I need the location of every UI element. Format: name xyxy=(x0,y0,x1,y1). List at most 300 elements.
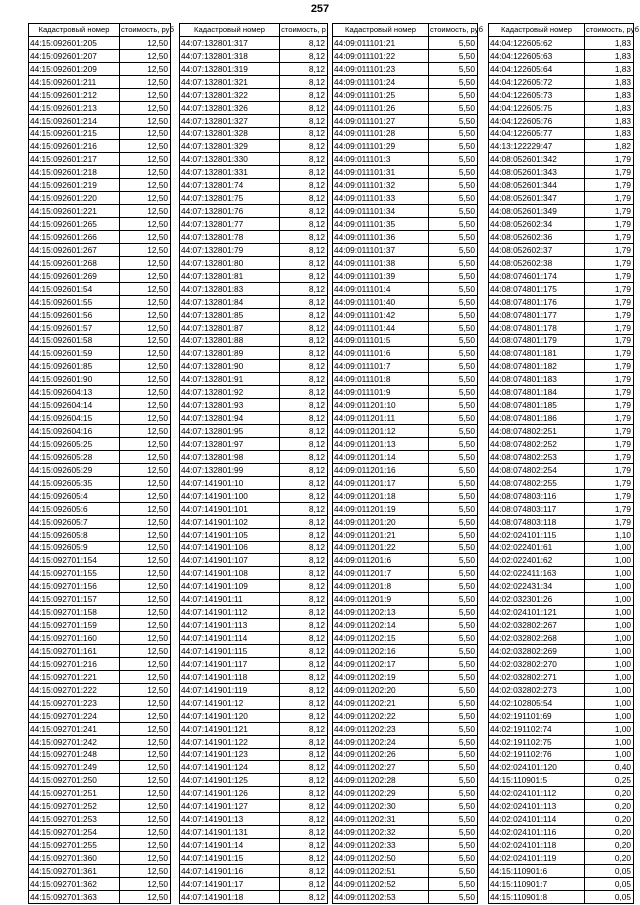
table-row xyxy=(29,373,171,386)
cadastral-number-cell: 44:09:011202:50 xyxy=(333,852,429,865)
cost-cell: 0,20 xyxy=(585,839,634,852)
table-row xyxy=(29,619,171,632)
cost-cell: 8,12 xyxy=(280,632,328,645)
cost-cell: 12,50 xyxy=(120,127,171,140)
table-row xyxy=(489,218,634,231)
cost-cell: 12,50 xyxy=(120,373,171,386)
cadastral-number-cell: 44:07:132801:99 xyxy=(180,463,280,476)
cadastral-number-cell: 44:08:074801:179 xyxy=(489,334,585,347)
table-row xyxy=(333,683,478,696)
cost-cell: 0,20 xyxy=(585,852,634,865)
cost-cell: 12,50 xyxy=(120,813,171,826)
cadastral-number-cell: 44:15:092605:7 xyxy=(29,515,120,528)
header-cadastral-number: Кадастровый номер xyxy=(489,24,585,37)
cost-cell: 8,12 xyxy=(280,463,328,476)
table-row xyxy=(29,864,171,877)
cadastral-number-cell: 44:15:092605:25 xyxy=(29,438,120,451)
cadastral-number-cell: 44:09:011201:22 xyxy=(333,541,429,554)
table-row xyxy=(489,36,634,49)
cost-cell: 1,79 xyxy=(585,295,634,308)
cadastral-number-cell: 44:07:141901:108 xyxy=(180,567,280,580)
cost-cell: 8,12 xyxy=(280,218,328,231)
table-row xyxy=(333,256,478,269)
table-row xyxy=(180,127,328,140)
cadastral-number-cell: 44:09:011101:7 xyxy=(333,360,429,373)
cost-cell: 12,50 xyxy=(120,49,171,62)
cost-cell: 12,50 xyxy=(120,670,171,683)
cadastral-number-cell: 44:09:011201:12 xyxy=(333,425,429,438)
table-row xyxy=(180,218,328,231)
cadastral-number-cell: 44:08:074801:175 xyxy=(489,282,585,295)
cost-cell: 5,50 xyxy=(429,438,478,451)
cadastral-number-cell: 44:07:141901:15 xyxy=(180,852,280,865)
cadastral-number-cell: 44:15:092601:59 xyxy=(29,347,120,360)
cadastral-number-cell: 44:07:141901:10 xyxy=(180,476,280,489)
cadastral-number-cell: 44:02:022401:61 xyxy=(489,541,585,554)
cadastral-number-cell: 44:15:092601:211 xyxy=(29,75,120,88)
cadastral-number-cell: 44:07:132801:83 xyxy=(180,282,280,295)
cadastral-number-cell: 44:07:132801:77 xyxy=(180,218,280,231)
cadastral-number-cell: 44:07:132801:98 xyxy=(180,450,280,463)
table-row xyxy=(333,877,478,890)
cadastral-number-cell: 44:07:132801:326 xyxy=(180,101,280,114)
table-row xyxy=(180,243,328,256)
table-row xyxy=(180,645,328,658)
cost-cell: 5,50 xyxy=(429,864,478,877)
table-row xyxy=(489,528,634,541)
table-row xyxy=(489,425,634,438)
table-row xyxy=(29,334,171,347)
table-row xyxy=(333,774,478,787)
table-row xyxy=(29,49,171,62)
table-row xyxy=(29,554,171,567)
cost-cell: 5,50 xyxy=(429,308,478,321)
cost-cell: 5,50 xyxy=(429,412,478,425)
cadastral-number-cell: 44:07:141901:11 xyxy=(180,593,280,606)
table-row xyxy=(29,425,171,438)
table-row xyxy=(180,722,328,735)
table-row xyxy=(180,852,328,865)
table-row xyxy=(180,347,328,360)
cost-cell: 8,12 xyxy=(280,36,328,49)
cost-cell: 1,00 xyxy=(585,606,634,619)
cost-cell: 8,12 xyxy=(280,748,328,761)
cadastral-number-cell: 44:09:011101:35 xyxy=(333,218,429,231)
cadastral-number-cell: 44:02:022431:34 xyxy=(489,580,585,593)
cost-cell: 12,50 xyxy=(120,593,171,606)
cost-cell: 5,50 xyxy=(429,877,478,890)
cadastral-number-cell: 44:02:024101:114 xyxy=(489,813,585,826)
table-row xyxy=(180,179,328,192)
cost-cell: 12,50 xyxy=(120,528,171,541)
cost-cell: 1,79 xyxy=(585,166,634,179)
cadastral-number-cell: 44:08:074801:184 xyxy=(489,386,585,399)
table-row xyxy=(180,36,328,49)
cost-cell: 12,50 xyxy=(120,218,171,231)
cost-cell: 5,50 xyxy=(429,683,478,696)
cost-cell: 12,50 xyxy=(120,282,171,295)
cost-cell: 8,12 xyxy=(280,399,328,412)
table-row xyxy=(29,62,171,75)
cadastral-number-cell: 44:15:092601:54 xyxy=(29,282,120,295)
cadastral-number-cell: 44:15:092601:265 xyxy=(29,218,120,231)
cadastral-number-cell: 44:15:092701:248 xyxy=(29,748,120,761)
table-row xyxy=(333,515,478,528)
table-row xyxy=(333,890,478,903)
cadastral-number-cell: 44:09:011202:15 xyxy=(333,632,429,645)
table-row xyxy=(333,502,478,515)
table-row xyxy=(180,489,328,502)
cadastral-number-cell: 44:08:052601:347 xyxy=(489,192,585,205)
cost-cell: 8,12 xyxy=(280,864,328,877)
cost-cell: 8,12 xyxy=(280,515,328,528)
table-row xyxy=(333,88,478,101)
cadastral-number-cell: 44:02:191101:69 xyxy=(489,709,585,722)
cadastral-number-cell: 44:09:011101:39 xyxy=(333,269,429,282)
cost-cell: 1,00 xyxy=(585,657,634,670)
cadastral-number-cell: 44:08:074801:177 xyxy=(489,308,585,321)
cost-cell: 5,50 xyxy=(429,528,478,541)
cost-cell: 1,79 xyxy=(585,179,634,192)
cost-cell: 12,50 xyxy=(120,489,171,502)
cadastral-number-cell: 44:09:011101:24 xyxy=(333,75,429,88)
table-row xyxy=(333,800,478,813)
cost-cell: 12,50 xyxy=(120,761,171,774)
cadastral-number-cell: 44:15:092601:267 xyxy=(29,243,120,256)
table-row xyxy=(180,593,328,606)
cadastral-number-cell: 44:07:141901:113 xyxy=(180,619,280,632)
cost-cell: 12,50 xyxy=(120,580,171,593)
cadastral-number-cell: 44:07:141901:105 xyxy=(180,528,280,541)
cadastral-number-cell: 44:07:132801:97 xyxy=(180,438,280,451)
table-row xyxy=(180,231,328,244)
table-row xyxy=(29,735,171,748)
cadastral-number-cell: 44:15:092605:35 xyxy=(29,476,120,489)
cadastral-number-cell: 44:04:122605:72 xyxy=(489,75,585,88)
cadastral-number-cell: 44:04:122605:62 xyxy=(489,36,585,49)
cost-cell: 12,50 xyxy=(120,606,171,619)
cost-cell: 8,12 xyxy=(280,813,328,826)
cost-cell: 8,12 xyxy=(280,502,328,515)
table-row xyxy=(29,347,171,360)
cost-cell: 5,50 xyxy=(429,645,478,658)
cost-cell: 0,20 xyxy=(585,826,634,839)
cadastral-number-cell: 44:02:032802:268 xyxy=(489,632,585,645)
cadastral-number-cell: 44:09:011202:26 xyxy=(333,748,429,761)
cadastral-number-cell: 44:08:074802:253 xyxy=(489,450,585,463)
cadastral-number-cell: 44:09:011201:9 xyxy=(333,593,429,606)
table-row xyxy=(489,101,634,114)
table-row xyxy=(180,373,328,386)
cost-cell: 8,12 xyxy=(280,787,328,800)
cadastral-number-cell: 44:08:074601:174 xyxy=(489,269,585,282)
cadastral-number-cell: 44:09:011201:6 xyxy=(333,554,429,567)
cost-cell: 8,12 xyxy=(280,412,328,425)
cost-cell: 5,50 xyxy=(429,36,478,49)
table-row xyxy=(29,696,171,709)
cadastral-number-cell: 44:07:141901:100 xyxy=(180,489,280,502)
cost-cell: 5,50 xyxy=(429,735,478,748)
cadastral-number-cell: 44:15:092601:85 xyxy=(29,360,120,373)
cost-cell: 8,12 xyxy=(280,308,328,321)
cost-cell: 5,50 xyxy=(429,748,478,761)
table-row xyxy=(29,231,171,244)
table-row xyxy=(489,606,634,619)
cadastral-number-cell: 44:09:011101:3 xyxy=(333,153,429,166)
cost-cell: 1,79 xyxy=(585,334,634,347)
table-row xyxy=(333,101,478,114)
table-row xyxy=(29,489,171,502)
cadastral-number-cell: 44:08:074801:186 xyxy=(489,412,585,425)
table-row xyxy=(333,657,478,670)
cost-cell: 5,50 xyxy=(429,49,478,62)
table-row xyxy=(180,787,328,800)
cost-cell: 5,50 xyxy=(429,243,478,256)
cost-cell: 1,79 xyxy=(585,425,634,438)
cost-cell: 12,50 xyxy=(120,852,171,865)
cadastral-number-cell: 44:07:141901:12 xyxy=(180,696,280,709)
cadastral-number-cell: 44:15:092701:156 xyxy=(29,580,120,593)
cadastral-number-cell: 44:15:092701:253 xyxy=(29,813,120,826)
cadastral-number-cell: 44:09:011202:32 xyxy=(333,826,429,839)
cadastral-number-cell: 44:15:092605:9 xyxy=(29,541,120,554)
cadastral-number-cell: 44:13:122229:47 xyxy=(489,140,585,153)
cost-cell: 1,79 xyxy=(585,218,634,231)
cost-cell: 12,50 xyxy=(120,683,171,696)
cost-cell: 5,50 xyxy=(429,269,478,282)
table-row xyxy=(489,476,634,489)
cost-cell: 8,12 xyxy=(280,386,328,399)
table-row xyxy=(180,321,328,334)
table-row xyxy=(333,722,478,735)
cost-cell: 8,12 xyxy=(280,75,328,88)
table-row xyxy=(489,839,634,852)
cost-cell: 5,50 xyxy=(429,722,478,735)
table-row xyxy=(180,877,328,890)
cadastral-number-cell: 44:07:141901:118 xyxy=(180,670,280,683)
cadastral-number-cell: 44:15:092701:221 xyxy=(29,670,120,683)
cadastral-number-cell: 44:08:074802:251 xyxy=(489,425,585,438)
cost-cell: 8,12 xyxy=(280,101,328,114)
cost-cell: 0,05 xyxy=(585,890,634,903)
table-row xyxy=(489,347,634,360)
table-row xyxy=(180,502,328,515)
cadastral-number-cell: 44:07:141901:14 xyxy=(180,839,280,852)
cadastral-number-cell: 44:08:052601:343 xyxy=(489,166,585,179)
table-row xyxy=(29,179,171,192)
cadastral-number-cell: 44:15:092701:251 xyxy=(29,787,120,800)
table-row xyxy=(333,735,478,748)
cadastral-number-cell: 44:09:011101:38 xyxy=(333,256,429,269)
cadastral-number-cell: 44:15:092604:13 xyxy=(29,386,120,399)
table-row xyxy=(333,412,478,425)
table-row xyxy=(333,593,478,606)
cadastral-number-cell: 44:09:011101:8 xyxy=(333,373,429,386)
table-row xyxy=(489,722,634,735)
cadastral-number-cell: 44:15:092701:361 xyxy=(29,864,120,877)
table-row xyxy=(180,205,328,218)
cost-cell: 8,12 xyxy=(280,476,328,489)
cadastral-number-cell: 44:02:191102:75 xyxy=(489,735,585,748)
cost-cell: 12,50 xyxy=(120,735,171,748)
cadastral-number-cell: 44:09:011201:21 xyxy=(333,528,429,541)
cadastral-number-cell: 44:15:092605:6 xyxy=(29,502,120,515)
cost-cell: 8,12 xyxy=(280,282,328,295)
cadastral-number-cell: 44:07:132801:318 xyxy=(180,49,280,62)
cost-cell: 1,79 xyxy=(585,321,634,334)
cadastral-number-cell: 44:15:110901:8 xyxy=(489,890,585,903)
table-row xyxy=(180,153,328,166)
cost-cell: 8,12 xyxy=(280,541,328,554)
table-row xyxy=(333,787,478,800)
cost-cell: 1,79 xyxy=(585,205,634,218)
cadastral-number-cell: 44:15:092601:212 xyxy=(29,88,120,101)
table-row xyxy=(333,334,478,347)
cost-cell: 12,50 xyxy=(120,645,171,658)
table-row xyxy=(489,890,634,903)
cost-cell: 1,83 xyxy=(585,36,634,49)
cost-cell: 5,50 xyxy=(429,580,478,593)
cost-cell: 8,12 xyxy=(280,425,328,438)
table-row xyxy=(29,826,171,839)
cost-cell: 5,50 xyxy=(429,541,478,554)
cadastral-number-cell: 44:15:092601:219 xyxy=(29,179,120,192)
cost-cell: 5,50 xyxy=(429,632,478,645)
table-row xyxy=(333,463,478,476)
table-row xyxy=(489,321,634,334)
table-row xyxy=(180,295,328,308)
table-row xyxy=(29,748,171,761)
cadastral-number-cell: 44:02:024101:115 xyxy=(489,528,585,541)
cost-cell: 8,12 xyxy=(280,800,328,813)
cost-cell: 5,50 xyxy=(429,140,478,153)
cost-cell: 0,05 xyxy=(585,877,634,890)
table-row xyxy=(180,269,328,282)
cost-cell: 12,50 xyxy=(120,347,171,360)
table-row xyxy=(333,218,478,231)
cadastral-number-cell: 44:15:092604:16 xyxy=(29,425,120,438)
cadastral-number-cell: 44:15:092601:207 xyxy=(29,49,120,62)
cost-cell: 5,50 xyxy=(429,127,478,140)
cost-cell: 5,50 xyxy=(429,502,478,515)
cost-cell: 1,79 xyxy=(585,243,634,256)
cost-cell: 8,12 xyxy=(280,826,328,839)
table-row xyxy=(180,412,328,425)
table-row xyxy=(489,800,634,813)
cost-cell: 1,79 xyxy=(585,308,634,321)
cadastral-number-cell: 44:02:024101:116 xyxy=(489,826,585,839)
cost-cell: 5,50 xyxy=(429,386,478,399)
table-row xyxy=(29,438,171,451)
table-row xyxy=(333,321,478,334)
cost-cell: 1,83 xyxy=(585,75,634,88)
cadastral-number-cell: 44:15:092701:255 xyxy=(29,839,120,852)
cost-cell: 12,50 xyxy=(120,205,171,218)
table-row xyxy=(29,567,171,580)
table-row xyxy=(489,502,634,515)
cost-cell: 8,12 xyxy=(280,489,328,502)
cost-cell: 5,50 xyxy=(429,852,478,865)
cost-cell: 5,50 xyxy=(429,321,478,334)
cadastral-number-cell: 44:02:191102:74 xyxy=(489,722,585,735)
cadastral-number-cell: 44:02:191102:76 xyxy=(489,748,585,761)
table-row xyxy=(180,360,328,373)
table-row xyxy=(180,101,328,114)
cadastral-number-cell: 44:07:132801:78 xyxy=(180,231,280,244)
cost-cell: 12,50 xyxy=(120,450,171,463)
cadastral-number-cell: 44:08:074803:118 xyxy=(489,515,585,528)
cadastral-number-cell: 44:15:092701:161 xyxy=(29,645,120,658)
table-row xyxy=(333,243,478,256)
table-row xyxy=(29,515,171,528)
table-row xyxy=(489,774,634,787)
cost-cell: 1,79 xyxy=(585,347,634,360)
cost-cell: 1,00 xyxy=(585,696,634,709)
cadastral-number-cell: 44:15:092601:90 xyxy=(29,373,120,386)
cadastral-number-cell: 44:09:011101:9 xyxy=(333,386,429,399)
cost-cell: 0,20 xyxy=(585,800,634,813)
cost-cell: 12,50 xyxy=(120,153,171,166)
cadastral-number-cell: 44:09:011101:32 xyxy=(333,179,429,192)
cadastral-number-cell: 44:15:092701:160 xyxy=(29,632,120,645)
cost-cell: 8,12 xyxy=(280,450,328,463)
cadastral-number-cell: 44:09:011101:28 xyxy=(333,127,429,140)
cost-cell: 8,12 xyxy=(280,657,328,670)
cadastral-number-cell: 44:09:011101:23 xyxy=(333,62,429,75)
cost-cell: 8,12 xyxy=(280,114,328,127)
cost-cell: 5,50 xyxy=(429,295,478,308)
cost-cell: 8,12 xyxy=(280,88,328,101)
cadastral-number-cell: 44:08:074802:255 xyxy=(489,476,585,489)
cost-cell: 12,50 xyxy=(120,231,171,244)
table-row xyxy=(180,632,328,645)
cadastral-number-cell: 44:07:132801:93 xyxy=(180,399,280,412)
table-row xyxy=(29,140,171,153)
cadastral-number-cell: 44:07:132801:80 xyxy=(180,256,280,269)
header-cadastral-number: Кадастровый номер xyxy=(180,24,280,37)
cost-cell: 12,50 xyxy=(120,787,171,800)
cost-cell: 1,79 xyxy=(585,463,634,476)
table-row xyxy=(180,580,328,593)
table-row xyxy=(29,813,171,826)
table-row xyxy=(489,735,634,748)
cost-cell: 5,50 xyxy=(429,450,478,463)
table-row xyxy=(29,114,171,127)
cost-cell: 5,50 xyxy=(429,670,478,683)
table-row xyxy=(180,425,328,438)
cadastral-number-cell: 44:09:011201:10 xyxy=(333,399,429,412)
cadastral-number-cell: 44:07:132801:95 xyxy=(180,425,280,438)
cadastral-number-cell: 44:09:011201:20 xyxy=(333,515,429,528)
cost-cell: 8,12 xyxy=(280,554,328,567)
cost-cell: 12,50 xyxy=(120,657,171,670)
cadastral-number-cell: 44:15:092601:221 xyxy=(29,205,120,218)
cadastral-number-cell: 44:04:122605:76 xyxy=(489,114,585,127)
table-row xyxy=(29,295,171,308)
cost-cell: 1,79 xyxy=(585,282,634,295)
cadastral-number-cell: 44:09:011201:13 xyxy=(333,438,429,451)
cadastral-number-cell: 44:07:141901:123 xyxy=(180,748,280,761)
table-row xyxy=(29,360,171,373)
header-cadastral-number: Кадастровый номер xyxy=(29,24,120,37)
cadastral-number-cell: 44:15:092701:155 xyxy=(29,567,120,580)
cadastral-number-cell: 44:09:011101:22 xyxy=(333,49,429,62)
cadastral-number-cell: 44:08:074802:252 xyxy=(489,438,585,451)
cost-cell: 1,79 xyxy=(585,256,634,269)
table-row xyxy=(29,593,171,606)
cost-cell: 12,50 xyxy=(120,308,171,321)
cadastral-number-cell: 44:07:132801:79 xyxy=(180,243,280,256)
